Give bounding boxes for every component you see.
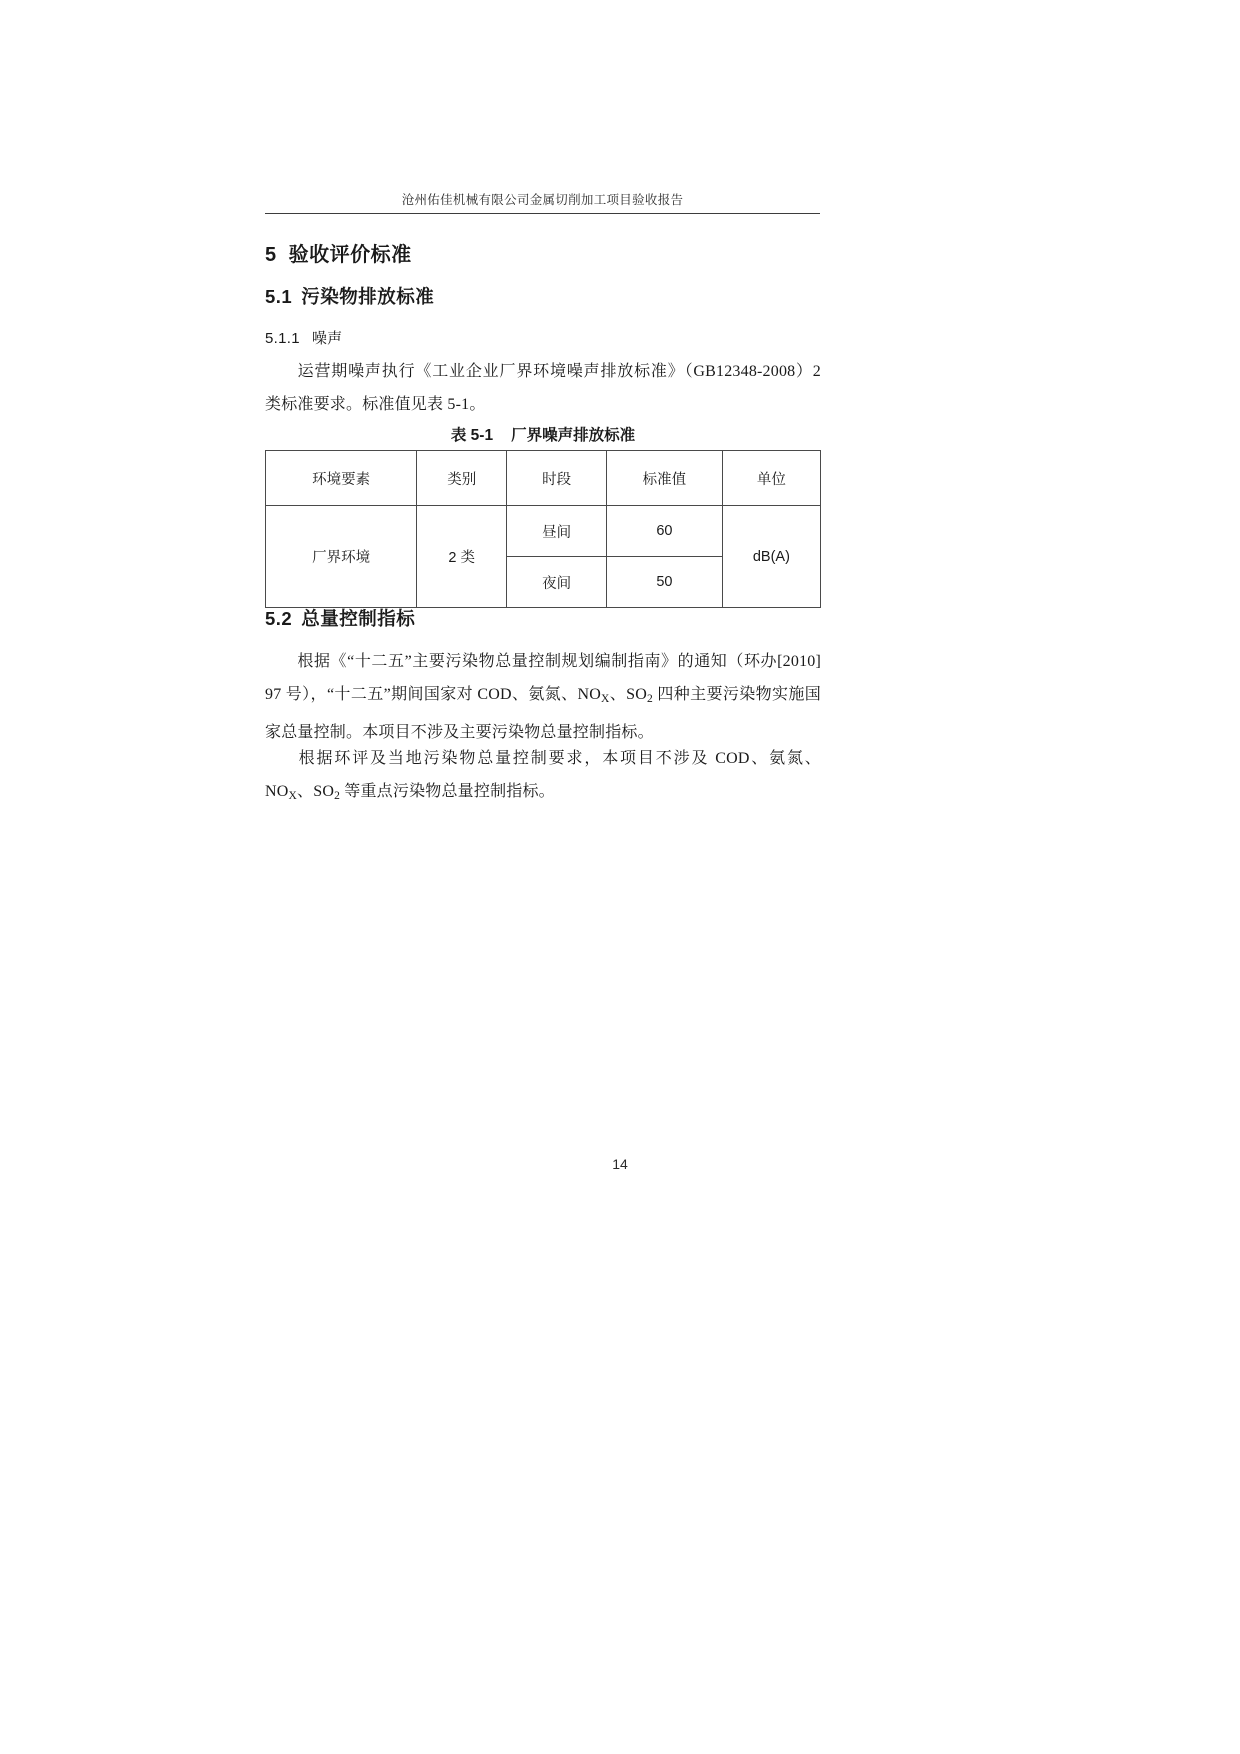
section-5-2-title: 总量控制指标 (301, 608, 416, 629)
paragraph-noise-text: 运营期噪声执行《工业企业厂界环境噪声排放标准》（GB12348-2008）2 类标准要求。标准值见表 5-1。 (265, 363, 821, 413)
cell-value-night: 50 (607, 557, 723, 608)
section-5-1-1-title: 噪声 (311, 330, 343, 347)
paragraph-total-2-c: 等重点污染物总量控制指标。 (340, 783, 555, 800)
paragraph-total-1-sub-x: X (601, 692, 610, 705)
section-heading-5-1-1 (265, 327, 342, 348)
table-header-row (266, 451, 821, 506)
paragraph-total-2-b: 、SO (297, 783, 335, 800)
cell-value-day: 60 (607, 506, 723, 557)
running-header-rule (265, 213, 820, 214)
cell-period-night: 夜间 (507, 557, 607, 608)
table-row (266, 506, 821, 557)
table-caption-number: 表 5-1 (450, 427, 494, 444)
table-header-period: 时段 (507, 451, 607, 506)
paragraph-noise-standard (265, 355, 821, 421)
table-caption (265, 423, 821, 445)
cell-unit: dB(A) (722, 506, 820, 608)
section-5-1-number: 5.1 (265, 286, 293, 307)
paragraph-total-1-c: 四种主要污染物实施国家总量控制。本项目不涉及主要污染物总量控制指标。 (265, 686, 822, 741)
table-caption-title: 厂界噪声排放标准 (511, 427, 636, 444)
paragraph-total-2-sub-x: X (288, 789, 298, 802)
section-5-1-title: 污染物排放标准 (301, 286, 435, 307)
section-heading-5-2 (265, 605, 415, 631)
table-header-category: 类别 (417, 451, 507, 506)
section-5-1-1-number: 5.1.1 (265, 330, 300, 347)
running-header (265, 190, 820, 214)
table-header-unit: 单位 (722, 451, 820, 506)
section-5-title: 验收评价标准 (288, 244, 412, 266)
paragraph-total-2-sub-2: 2 (334, 789, 341, 802)
section-heading-5-1 (265, 283, 434, 309)
table-header-element: 环境要素 (266, 451, 417, 506)
table-header-value: 标准值 (607, 451, 723, 506)
paragraph-total-1-a: 根据《“十二五”主要污染物总量控制规划编制指南》的通知（环办[2010] 97 号），“十二五”期间国家对 COD、氨氮、NO (265, 653, 821, 703)
cell-element: 厂界环境 (266, 506, 417, 608)
cell-period-day: 昼间 (507, 506, 607, 557)
section-heading-5 (265, 238, 412, 267)
running-header-text: 沧州佑佳机械有限公司金属切削加工项目验收报告 (401, 193, 684, 207)
page-number: 14 (612, 1156, 628, 1172)
paragraph-total-1-b: 、SO (609, 686, 647, 703)
noise-standard-table (265, 450, 821, 608)
section-5-2-number: 5.2 (265, 608, 293, 629)
paragraph-total-1-sub-2: 2 (646, 692, 653, 705)
paragraph-total-2-a: 根据环评及当地污染物总量控制要求，本项目不涉及 COD、氨氮、NO (265, 750, 821, 800)
paragraph-total-control-1 (265, 645, 821, 749)
section-5-number: 5 (265, 244, 277, 266)
cell-category: 2 类 (417, 506, 507, 608)
paragraph-total-control-2 (265, 742, 821, 813)
